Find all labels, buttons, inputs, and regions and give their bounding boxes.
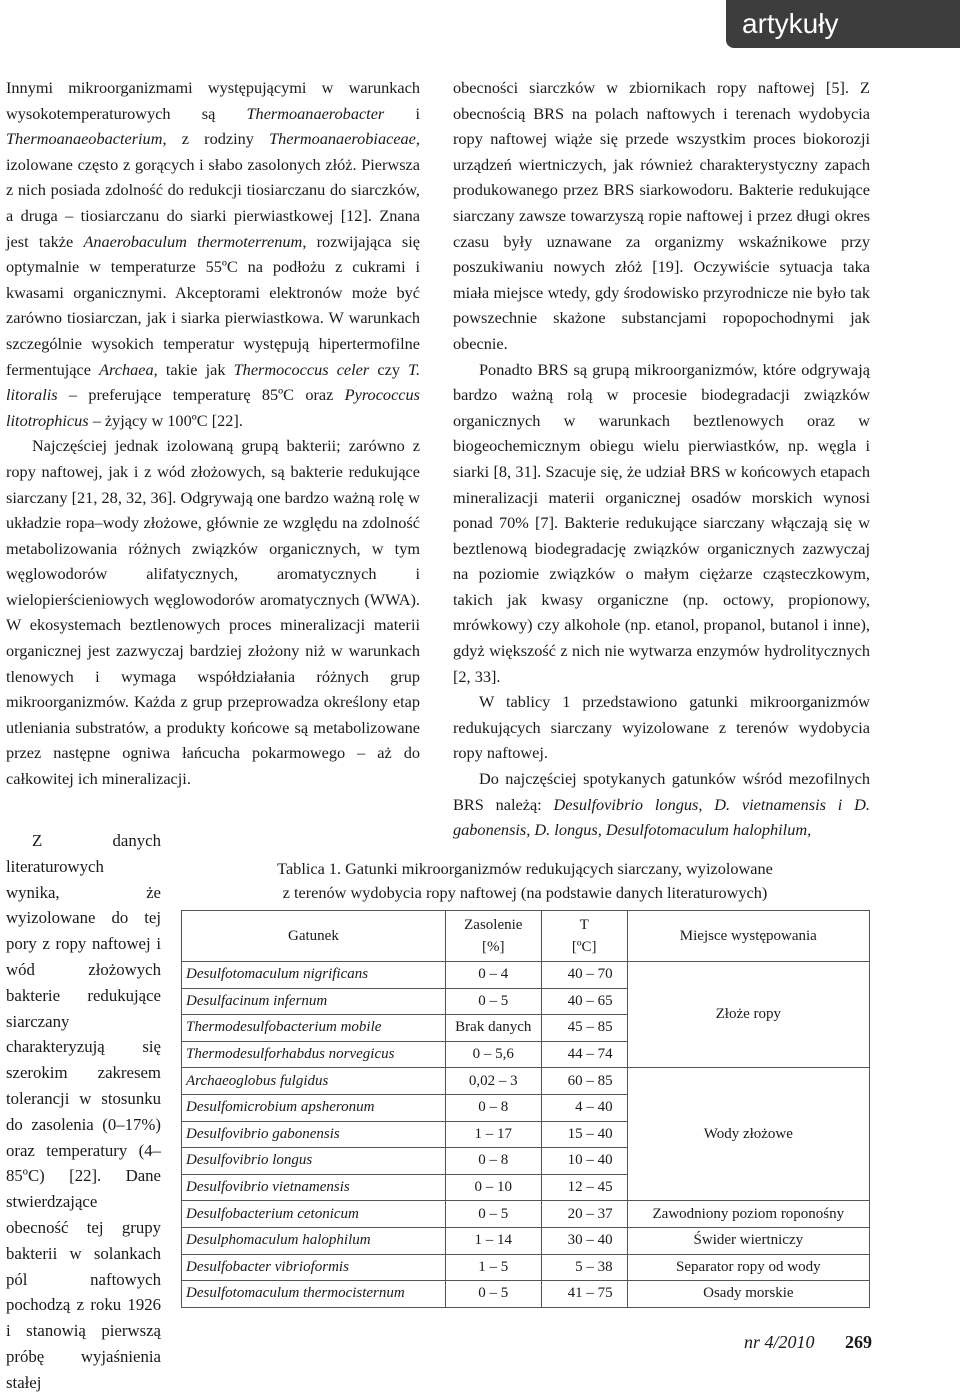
temperature-cell: 40 – 70 — [541, 962, 627, 989]
species-cell: Desulfovibrio gabonensis — [182, 1121, 446, 1148]
salinity-cell: 0 – 5 — [445, 1281, 541, 1308]
species-cell: Desulfobacter vibrioformis — [182, 1254, 446, 1281]
table-row — [182, 1068, 870, 1095]
species-cell: Desulphomaculum halophilum — [182, 1227, 446, 1254]
header-place: Miejsce występowania — [627, 911, 869, 962]
species-cell: Desulfotomaculum nigrificans — [182, 962, 446, 989]
table-body — [182, 962, 870, 1308]
place-cell: Świder wiertniczy — [627, 1227, 869, 1254]
header-species: Gatunek — [182, 911, 446, 962]
temperature-cell: 30 – 40 — [541, 1227, 627, 1254]
species-cell: Desulfovibrio longus — [182, 1148, 446, 1175]
species-cell: Desulfacinum infernum — [182, 988, 446, 1015]
caption-line: Tablica 1. Gatunki mikroorganizmów redukujących siarczany, wyizolowane — [277, 859, 773, 878]
section-tag — [726, 0, 960, 48]
species-cell: Desulfotomaculum thermocisternum — [182, 1281, 446, 1308]
place-cell: Złoże ropy — [627, 962, 869, 1068]
salinity-cell: 0 – 5 — [445, 988, 541, 1015]
salinity-cell: 0 – 8 — [445, 1148, 541, 1175]
table-row — [182, 1254, 870, 1281]
caption-line: z terenów wydobycia ropy naftowej (na podstawie danych literaturowych) — [282, 883, 768, 902]
salinity-cell: 0 – 8 — [445, 1094, 541, 1121]
salinity-cell: 1 – 17 — [445, 1121, 541, 1148]
paragraph: Innymi mikroorganizmami występującymi w warunkach wysokotemperaturowych są Thermoanaerobacter i Thermoanaeobacterium, z rodziny Thermoanaerobiaceae, izolowane często z gorących i słabo zasolonych złóż. Pierwsza z nich posiada zdolność do redukcji tiosiarczanu do siarczków, a druga – tiosiarczanu do siarki pierwiastkowej [12]. Znana jest także Anaerobaculum thermoterrenum, rozwijająca się optymalnie w temperaturze 55ºC na podłożu z cukrami i kwasami organicznymi. Akceptorami elektronów może być zarówno tiosiarczan, jak i siarka pierwiastkowa. W warunkach szczególnie wysokich temperatur występują hipertermofilne fermentujące Archaea, takie jak Thermococcus celer czy T. litoralis – preferujące temperaturę 85ºC oraz Pyrococcus litotrophicus – żyjący w 100ºC [22]. — [6, 78, 421, 430]
species-cell: Thermodesulforhabdus norvegicus — [182, 1041, 446, 1068]
temperature-cell: 60 – 85 — [541, 1068, 627, 1095]
temperature-cell: 4 – 40 — [541, 1094, 627, 1121]
narrow-column-text — [6, 828, 161, 1396]
place-cell: Separator ropy od wody — [627, 1254, 869, 1281]
paragraph: Z danych literaturowych wynika, że wyizolowane do tej pory z ropy naftowej i wód złożowych bakterie redukujące siarczany charakteryzują się szerokim zakresem tolerancji w stosunku do zasolenia (0–17%) oraz temperatury (4–85ºC) [22]. Dane stwierdzające obecność tej grupy bakterii w solankach pól naftowych pochodzą z roku 1926 i stanowią pierwszą próbę wyjaśnienia stałej — [6, 831, 161, 1392]
left-column-text — [6, 75, 420, 792]
place-cell: Zawodniony poziom roponośny — [627, 1201, 869, 1228]
place-cell: Osady morskie — [627, 1281, 869, 1308]
temperature-cell: 44 – 74 — [541, 1041, 627, 1068]
salinity-cell: 0,02 – 3 — [445, 1068, 541, 1095]
species-table — [181, 910, 870, 1308]
temperature-cell: 10 – 40 — [541, 1148, 627, 1175]
species-cell: Thermodesulfobacterium mobile — [182, 1015, 446, 1042]
page-footer — [744, 1332, 872, 1353]
journal-issue: nr 4/2010 — [743, 1332, 815, 1352]
table-row — [182, 962, 870, 989]
header-temperature: T [ºC] — [541, 911, 627, 962]
temperature-cell: 15 – 40 — [541, 1121, 627, 1148]
salinity-cell: 0 – 10 — [445, 1174, 541, 1201]
species-cell: Archaeoglobus fulgidus — [182, 1068, 446, 1095]
species-cell: Desulfovibrio vietnamensis — [182, 1174, 446, 1201]
salinity-cell: 0 – 5,6 — [445, 1041, 541, 1068]
temperature-cell: 12 – 45 — [541, 1174, 627, 1201]
paragraph: Ponadto BRS są grupą mikroorganizmów, które odgrywają bardzo ważną rolą w procesie biodegradacji związków organicznych w warunkach beztlenowych oraz w biogeochemicznym obiegu wielu pierwiastków, np. węgla i siarki [8, 31]. Szacuje się, że udział BRS w końcowych etapach mineralizacji materii organicznej osadów morskich wynosi ponad 70% [7]. Bakterie redukujące siarczany włączają się w beztlenową biodegradację związków organicznych zazwyczaj na poziomie związków o małym ciężarze cząsteczkowym, takich jak kwasy organiczne (np. octowy, propionowy, mrówkowy) czy alkohole (np. etanol, propanol, butanol i inne), gdyż większość z nich nie wytwarza enzymów hydrolitycznych [2, 33]. — [453, 359, 870, 686]
temperature-cell: 41 – 75 — [541, 1281, 627, 1308]
salinity-cell: 1 – 5 — [445, 1254, 541, 1281]
right-column-text — [453, 75, 870, 843]
species-cell: Desulfobacterium cetonicum — [182, 1201, 446, 1228]
header-salinity: Zasolenie [%] — [445, 911, 541, 962]
table-row — [182, 1201, 870, 1228]
temperature-cell: 5 – 38 — [541, 1254, 627, 1281]
paragraph: W tablicy 1 przedstawiono gatunki mikroorganizmów redukujących siarczany wyizolowane z terenów wydobycia ropy naftowej. — [453, 692, 870, 763]
temperature-cell: 40 – 65 — [541, 988, 627, 1015]
page-number: 269 — [845, 1332, 872, 1352]
paragraph: Do najczęściej spotykanych gatunków wśród mezofilnych BRS należą: Desulfovibrio longus, D. vietnamensis i D. gabonensis, D. longus, Desulfotomaculum halophilum, — [453, 769, 870, 840]
temperature-cell: 20 – 37 — [541, 1201, 627, 1228]
place-cell: Wody złożowe — [627, 1068, 869, 1201]
table-caption — [250, 857, 800, 905]
paragraph: obecności siarczków w zbiornikach ropy naftowej [5]. Z obecnością BRS na polach naftowych i terenach wydobycia ropy naftowej wiąże się przede wszystkim proces biokorozji urządzeń wiertniczych, jak również charakterystyczny zapach produkowanego przez BRS siarkowodoru. Bakterie redukujące siarczany zawsze towarzyszą ropie naftowej i przez długi okres czasu były uznawane za organizmy wskaźnikowe przy poszukiwaniu nowych złóż [19]. Oczywiście sytuacja taka miała miejsce wtedy, gdy środowisko przyrodnicze nie było tak powszechnie skażone substancjami ropopochodnymi jak obecnie. — [453, 78, 870, 353]
table-row — [182, 1281, 870, 1308]
table-header-row — [182, 911, 870, 962]
temperature-cell: 45 – 85 — [541, 1015, 627, 1042]
salinity-cell: 1 – 14 — [445, 1227, 541, 1254]
salinity-cell: Brak danych — [445, 1015, 541, 1042]
table-row — [182, 1227, 870, 1254]
salinity-cell: 0 – 5 — [445, 1201, 541, 1228]
salinity-cell: 0 – 4 — [445, 962, 541, 989]
species-cell: Desulfomicrobium apsheronum — [182, 1094, 446, 1121]
section-label: artykuły — [742, 8, 839, 39]
paragraph: Najczęściej jednak izolowaną grupą bakterii; zarówno z ropy naftowej, jak i z wód złożowych, są bakterie redukujące siarczany [21, 28, 32, 36]. Odgrywają one bardzo ważną rolę w układzie ropa–wody złożowe, głównie ze względu na zdolność metabolizowania różnych związków organicznych, w tym węglowodorów alifatycznych, aromatycznych i wielopierścieniowych węglowodorów aromatycznych (WWA). W ekosystemach beztlenowych proces mineralizacji materii organicznej jest zazwyczaj bardziej złożony niż w warunkach tlenowych i wymaga współdziałania różnych grup mikroorganizmów. Każda z grup przeprowadza określony etap utleniania substratów, a produkty końcowe są metabolizowane przez następne ogniwa łańcucha pokarmowego – aż do całkowitej ich mineralizacji. — [6, 436, 420, 789]
